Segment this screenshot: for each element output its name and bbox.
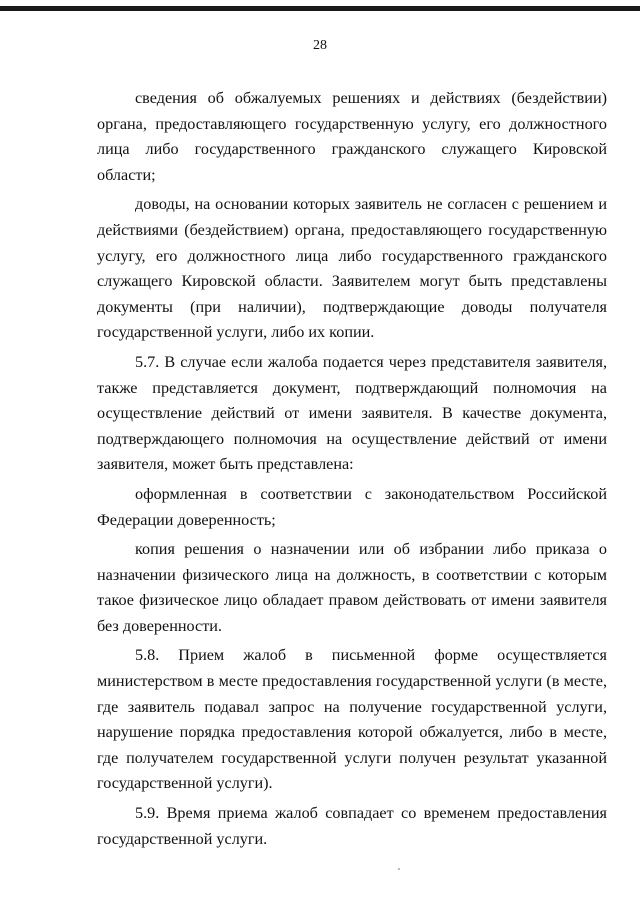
paragraph-appointment-copy: копия решения о назначении или об избрании либо приказа о назначении физического лица на должность, в соответствии с которым такое физическое лицо обладает правом действовать от имени заявителя без доверенности.: [97, 540, 607, 635]
document-body: [97, 86, 607, 856]
paragraph-complaint-details: сведения об обжалуемых решениях и действиях (бездействии) органа, предоставляющего государственную услугу, его должностного лица либо государственного гражданского служащего Кировской области;: [97, 89, 607, 184]
paragraph-5-7: 5.7. В случае если жалоба подается через представителя заявителя, также представляется документ, подтверждающий полномочия на осуществление действий от имени заявителя. В качестве документа, подтверждающего полномочия на осуществление действий от имени заявителя, может быть представлена:: [97, 352, 607, 474]
paragraph-5-8: 5.8. Прием жалоб в письменной форме осуществляется министерством в месте предоставления государственной услуги (в месте, где заявитель подавал запрос на получение государственной услуги, нарушение порядка предоставления которой обжалуется, либо в месте, где получателем государственной услуги получен результат указанной государственной услуги).: [97, 646, 607, 793]
top-border-line: [0, 6, 640, 11]
paragraph-5-9: 5.9. Время приема жалоб совпадает со временем предоставления государственной услуги.: [97, 804, 607, 848]
paragraph-arguments: доводы, на основании которых заявитель не согласен с решением и действиями (бездействием) органа, предоставляющего государственную услугу, его должностного лица либо государственного гражданского служащего Кировской области. Заявителем могут быть представлены документы (при наличии), подтверждающие доводы получателя государственной услуги, либо их копии.: [97, 195, 607, 342]
scan-speck: [398, 868, 400, 870]
page-number: 28: [313, 38, 327, 53]
paragraph-power-of-attorney: оформленная в соответствии с законодательством Российской Федерации доверенность;: [97, 484, 607, 529]
